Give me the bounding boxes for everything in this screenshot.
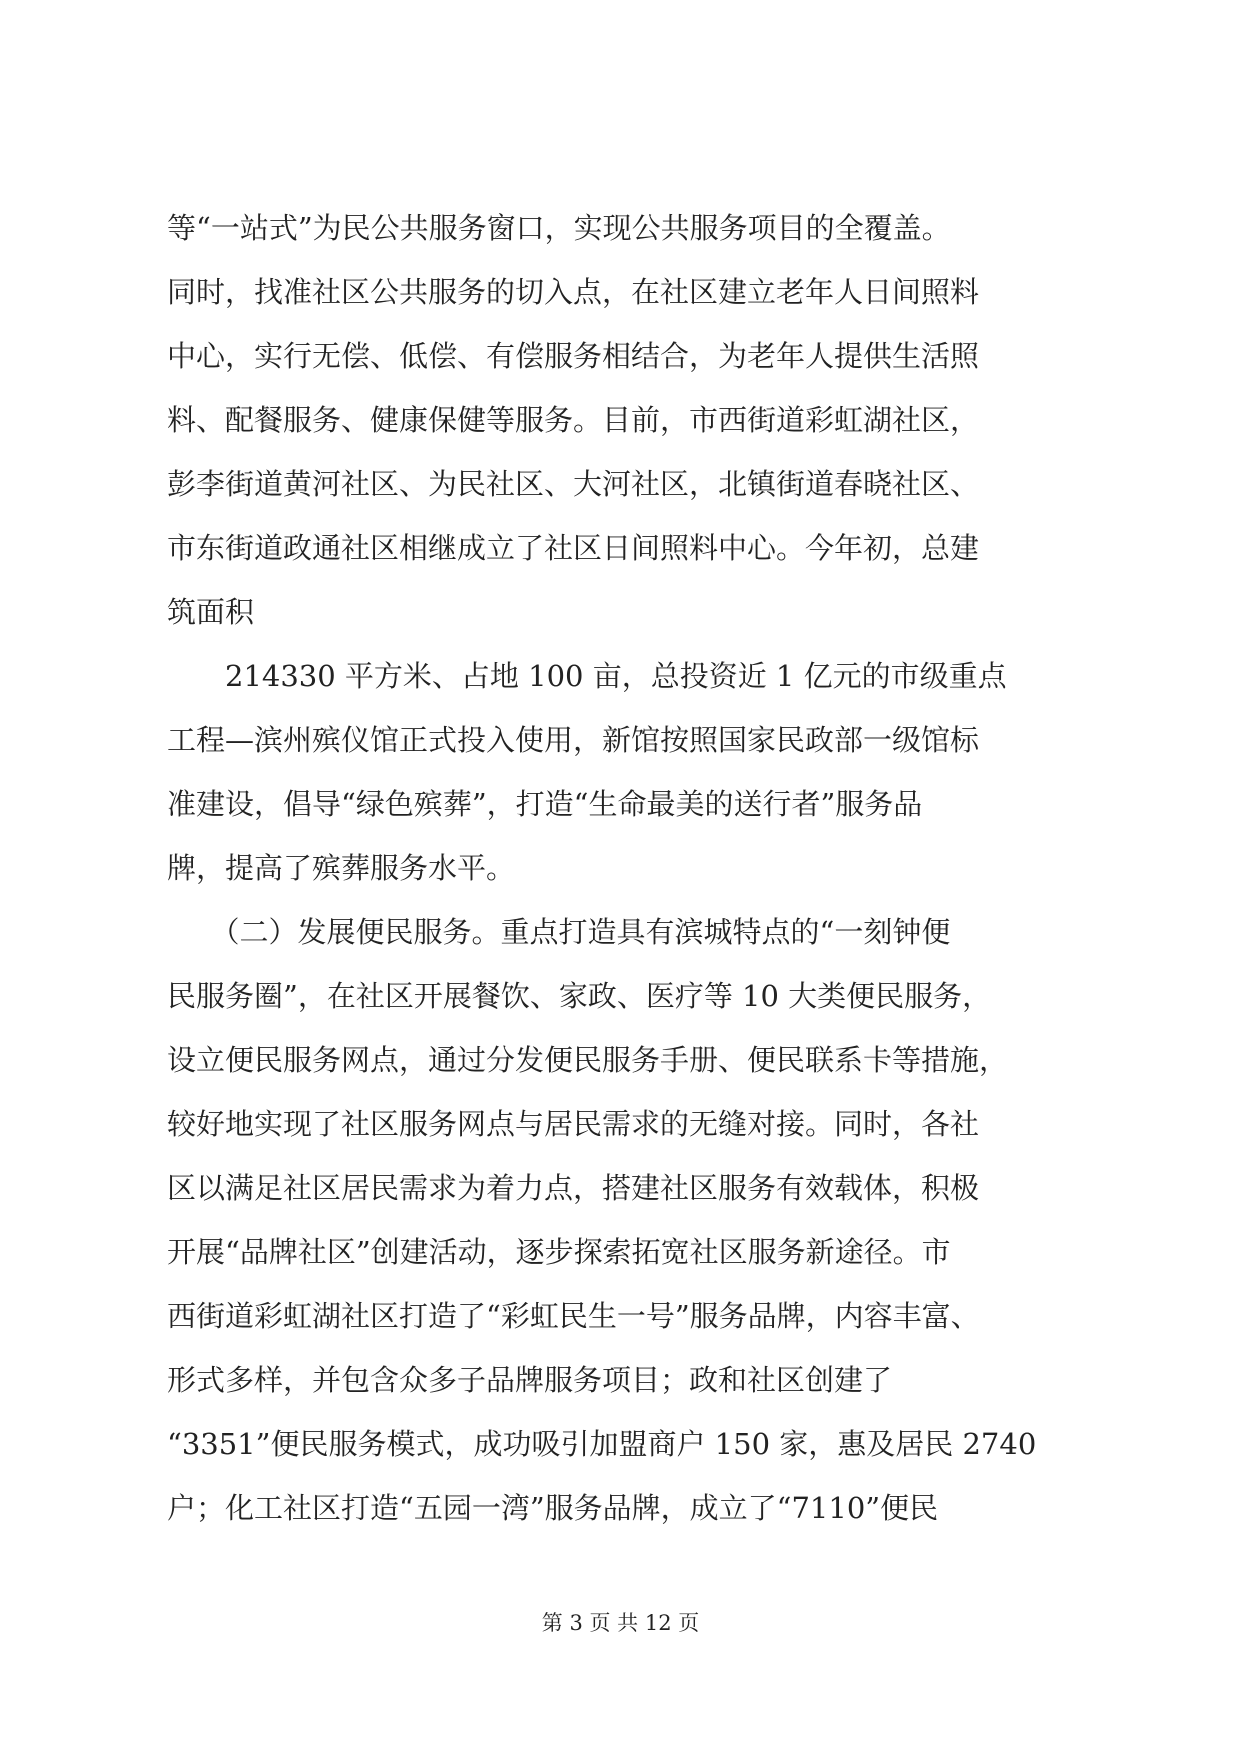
text-line-21: 户；化工社区打造“五园一湾”服务品牌，成立了“7110”便民 [167, 1491, 939, 1525]
text-line-20: “3351”便民服务模式，成功吸引加盟商户 150 家，惠及居民 2740 [167, 1427, 1037, 1461]
text-line-15: 较好地实现了社区服务网点与居民需求的无缝对接。同时，各社 [167, 1107, 980, 1141]
text-line-1: 等“一站式”为民公共服务窗口，实现公共服务项目的全覆盖。 [167, 211, 951, 245]
page-footer [0, 1608, 1241, 1638]
text-line-12: （二）发展便民服务。重点打造具有滨城特点的“一刻钟便 [167, 915, 951, 949]
text-line-18: 西街道彩虹湖社区打造了“彩虹民生一号”服务品牌，内容丰富、 [167, 1299, 980, 1333]
text-line-10: 准建设，倡导“绿色殡葬”，打造“生命最美的送行者”服务品 [167, 787, 923, 821]
text-line-5: 彭李街道黄河社区、为民社区、大河社区，北镇街道春晓社区、 [167, 467, 980, 501]
page-number-label: 第 3 页 共 12 页 [541, 1611, 700, 1635]
text-line-19: 形式多样，并包含众多子品牌服务项目；政和社区创建了 [167, 1363, 893, 1397]
text-line-3: 中心，实行无偿、低偿、有偿服务相结合，为老年人提供生活照 [167, 339, 980, 373]
text-line-13: 民服务圈”，在社区开展餐饮、家政、医疗等 10 大类便民服务， [167, 979, 992, 1013]
text-line-2: 同时，找准社区公共服务的切入点，在社区建立老年人日间照料 [167, 275, 980, 309]
text-line-14: 设立便民服务网点，通过分发便民服务手册、便民联系卡等措施， [167, 1043, 1009, 1077]
text-line-11: 牌，提高了殡葬服务水平。 [167, 851, 516, 885]
text-line-16: 区以满足社区居民需求为着力点，搭建社区服务有效载体，积极 [167, 1171, 980, 1205]
text-line-17: 开展“品牌社区”创建活动，逐步探索拓宽社区服务新途径。市 [167, 1235, 951, 1269]
text-line-4: 料、配餐服务、健康保健等服务。目前，市西街道彩虹湖社区， [167, 403, 980, 437]
text-line-9: 工程—滨州殡仪馆正式投入使用，新馆按照国家民政部一级馆标 [167, 723, 980, 757]
text-line-8: 214330 平方米、占地 100 亩，总投资近 1 亿元的市级重点 [167, 659, 1007, 693]
text-line-6: 市东街道政通社区相继成立了社区日间照料中心。今年初，总建 [167, 531, 980, 565]
body-text [167, 196, 1080, 1540]
text-line-7: 筑面积 [167, 595, 255, 629]
